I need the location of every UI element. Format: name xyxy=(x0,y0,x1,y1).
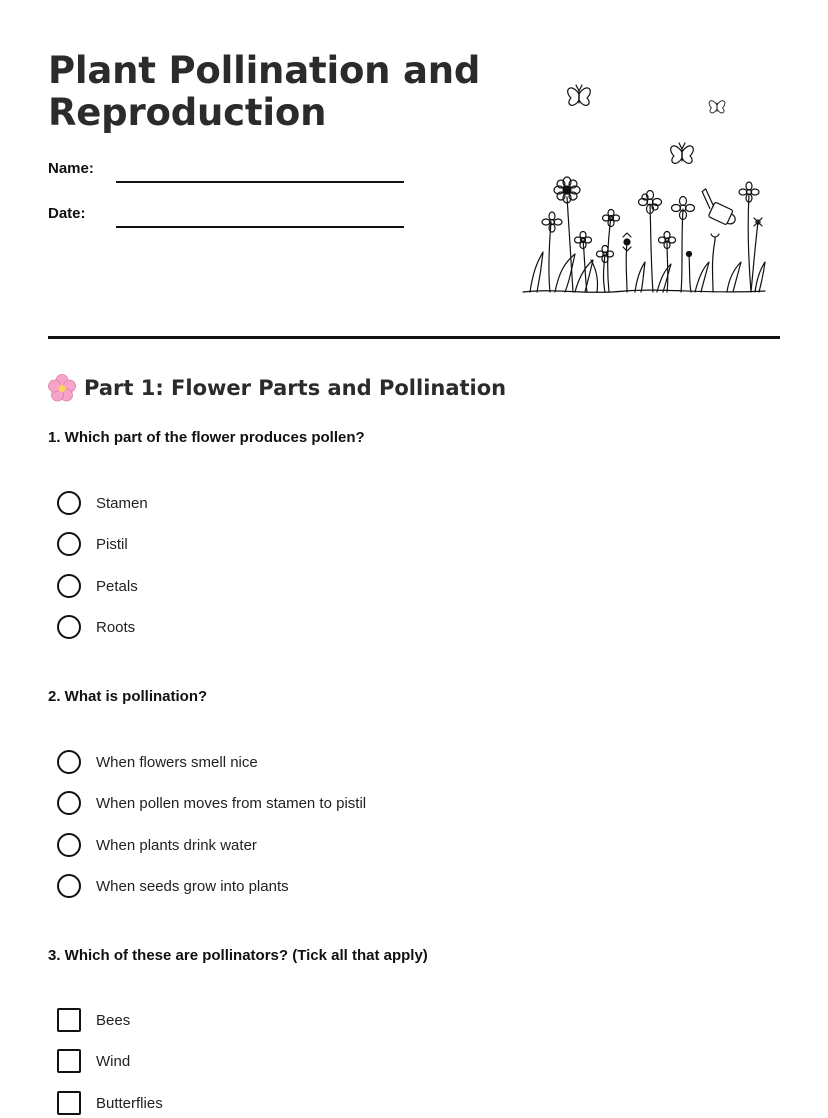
radio-button[interactable] xyxy=(57,750,81,774)
cherry-blossom-icon xyxy=(48,374,76,402)
option-label: When pollen moves from stamen to pistil xyxy=(96,794,367,812)
part1-title-text: Part 1: Flower Parts and Pollination xyxy=(84,376,507,400)
checkbox[interactable] xyxy=(57,1008,81,1032)
radio-button[interactable] xyxy=(57,491,81,515)
radio-button[interactable] xyxy=(57,574,81,598)
checkbox[interactable] xyxy=(57,1091,81,1115)
question-3-option[interactable] xyxy=(57,1048,130,1074)
radio-button[interactable] xyxy=(57,833,81,857)
question-3-option[interactable] xyxy=(57,1090,163,1116)
worksheet-title: Plant Pollination and Reproduction xyxy=(48,49,481,134)
date-line[interactable] xyxy=(116,226,404,228)
option-label: Bees xyxy=(96,1011,131,1029)
question-1-option[interactable] xyxy=(57,573,138,599)
option-label: Butterflies xyxy=(96,1094,163,1112)
radio-button[interactable] xyxy=(57,615,81,639)
part1-title xyxy=(48,374,506,402)
option-label: When plants drink water xyxy=(96,836,257,854)
option-label: Petals xyxy=(96,577,138,595)
question-2-option[interactable] xyxy=(57,790,366,816)
question-3-option[interactable] xyxy=(57,1007,130,1033)
date-label: Date: xyxy=(48,205,86,222)
option-label: When seeds grow into plants xyxy=(96,877,289,895)
name-line[interactable] xyxy=(116,181,404,183)
radio-button[interactable] xyxy=(57,532,81,556)
name-label: Name: xyxy=(48,160,94,177)
watering-can-icon xyxy=(694,188,742,228)
section-divider xyxy=(48,336,780,339)
flower-garden-illustration xyxy=(515,72,775,302)
option-label: Wind xyxy=(96,1052,131,1070)
question-1: 1. Which part of the flower produces pollen? xyxy=(48,429,365,446)
radio-button[interactable] xyxy=(57,791,81,815)
question-2: 2. What is pollination? xyxy=(48,688,208,705)
question-1-option[interactable] xyxy=(57,490,148,516)
radio-button[interactable] xyxy=(57,874,81,898)
question-1-option[interactable] xyxy=(57,614,135,640)
question-2-option[interactable] xyxy=(57,873,289,899)
option-label: Stamen xyxy=(96,494,148,512)
checkbox[interactable] xyxy=(57,1049,81,1073)
question-2-option[interactable] xyxy=(57,749,258,775)
option-label: Roots xyxy=(96,618,136,636)
question-1-option[interactable] xyxy=(57,531,128,557)
butterfly-icon xyxy=(568,85,591,105)
question-2-option[interactable] xyxy=(57,832,257,858)
butterfly-icon xyxy=(709,101,725,113)
option-label: When flowers smell nice xyxy=(96,753,258,771)
date-field[interactable] xyxy=(48,205,408,229)
name-field[interactable] xyxy=(48,160,408,184)
option-label: Pistil xyxy=(96,535,128,553)
butterfly-icon xyxy=(671,143,694,163)
question-3: 3. Which of these are pollinators? (Tick all that apply) xyxy=(48,947,428,964)
